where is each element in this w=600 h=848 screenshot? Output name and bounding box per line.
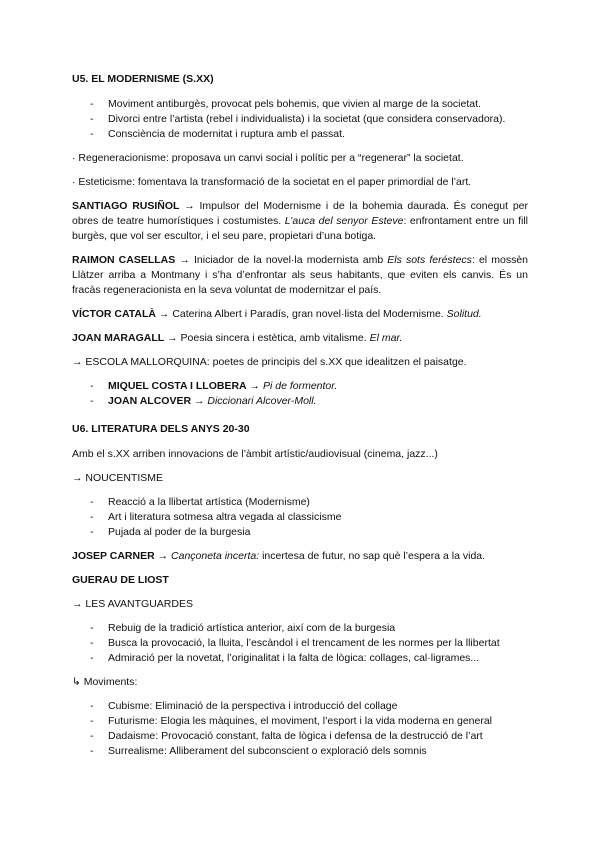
list-item: - Reacció a la llibertat artística (Modernisme) bbox=[90, 496, 310, 508]
bullet-dash: - bbox=[90, 637, 94, 649]
author-name: VÍCTOR CATALÀ bbox=[72, 308, 156, 320]
bullet-dash: - bbox=[90, 98, 94, 110]
author-name: MIQUEL COSTA I LLOBERA bbox=[108, 380, 247, 392]
bullet-dash: - bbox=[90, 715, 94, 727]
bullet-dash: - bbox=[90, 395, 94, 407]
u6-heading: U6. LITERATURA DELS ANYS 20-30 bbox=[72, 423, 250, 435]
list-item: - JOAN ALCOVER → Diccionari Alcover-Moll. bbox=[90, 395, 317, 407]
work-title: Cançoneta incerta: bbox=[171, 550, 260, 562]
work-title: Diccionari Alcover-Moll. bbox=[207, 395, 317, 407]
work-title: Els sots feréstecs bbox=[387, 254, 472, 266]
work-title: L’auca del senyor Esteve bbox=[284, 215, 404, 227]
catala-paragraph: VÍCTOR CATALÀ → Caterina Albert i Paradís, gran novel·lista del Modernisme. Solitud. bbox=[72, 308, 482, 320]
bullet-dash: - bbox=[90, 745, 94, 757]
author-name: SANTIAGO RUSIÑOL bbox=[72, 200, 180, 212]
list-item: - Pujada al poder de la burgesia bbox=[90, 526, 251, 538]
moviments-list bbox=[72, 699, 528, 759]
list-item: - Futurisme: Elogia les màquines, el moviment, l’esport i la vida moderna en general bbox=[90, 715, 493, 727]
work-title: Solitud. bbox=[446, 308, 482, 320]
bullet-dash: - bbox=[90, 496, 94, 508]
u5-intro-list bbox=[72, 97, 528, 142]
list-item: - Art i literatura sotmesa altra vegada al classicisme bbox=[90, 511, 342, 523]
bullet-dash: - bbox=[90, 113, 94, 125]
liost-heading: GUERAU DE LIOST bbox=[72, 574, 169, 586]
esteticisme-paragraph: · Esteticisme: fomentava la transformació de la societat en el paper primordial de l’art. bbox=[72, 176, 472, 188]
escola-mallorquina-paragraph: → ESCOLA MALLORQUINA: poetes de principis del s.XX que idealitzen el paisatge. bbox=[72, 356, 467, 368]
moviments-heading: ↳ Moviments: bbox=[72, 676, 138, 688]
u5-heading: U5. EL MODERNISME (S.XX) bbox=[72, 73, 214, 85]
bullet-dash: - bbox=[90, 622, 94, 634]
carner-paragraph: JOSEP CARNER → Cançoneta incerta: incertesa de futur, no sap què l’espera a la vida. bbox=[72, 550, 486, 562]
list-item: - Dadaisme: Provocació constant, falta de lògica i defensa de la destrucció de l’art bbox=[90, 730, 483, 742]
bullet-dash: - bbox=[90, 511, 94, 523]
list-item: - Consciència de modernitat i ruptura amb el passat. bbox=[90, 128, 345, 140]
rusinol-paragraph: SANTIAGO RUSIÑOL → Impulsor del Modernisme i de la bohemia daurada. És conegut per obres de teatre humorístiques i costumistes. L’auca del senyor Esteve: enfrontament entre un fill burgès, que vol ser escultor, i el seu pare, propietari d’una botiga. bbox=[72, 200, 528, 242]
author-name: JOSEP CARNER bbox=[72, 550, 155, 562]
work-title: El mar. bbox=[369, 332, 403, 344]
document-body bbox=[72, 72, 528, 759]
bullet-dash: - bbox=[90, 700, 94, 712]
author-name: JOAN ALCOVER bbox=[108, 395, 192, 407]
list-item: - Divorci entre l’artista (rebel i individualista) i la societat (que considera conservadora). bbox=[90, 113, 506, 125]
casellas-paragraph: RAIMON CASELLAS → Iniciador de la novel·la modernista amb Els sots feréstecs: el mossèn Llàtzer arriba a Montmany i s’ha d’enfrontar als seus habitants, que eviten els canvis. És un fracàs regeneracionista en la seva voluntat de modernitzar el país. bbox=[72, 254, 528, 296]
bullet-dash: - bbox=[90, 730, 94, 742]
bullet-dash: - bbox=[90, 380, 94, 392]
u6-intro-paragraph: Amb el s.XX arriben innovacions de l’àmbit artístic/audiovisual (cinema, jazz...) bbox=[72, 448, 438, 460]
bullet-dash: - bbox=[90, 128, 94, 140]
escola-mallorquina-list bbox=[72, 379, 528, 409]
noucentisme-list bbox=[72, 495, 528, 540]
list-item: - MIQUEL COSTA I LLOBERA → Pi de formentor. bbox=[90, 380, 338, 392]
maragall-paragraph: JOAN MARAGALL → Poesia sincera i estètica, amb vitalisme. El mar. bbox=[72, 332, 403, 344]
regeneracionisme-paragraph: · Regeneracionisme: proposava un canvi social i polític per a “regenerar” la societat. bbox=[72, 152, 464, 164]
author-name: RAIMON CASELLAS bbox=[72, 254, 176, 266]
bullet-dash: - bbox=[90, 652, 94, 664]
list-item: - Admiració per la novetat, l’originalitat i la falta de lògica: collages, cal·ligrames... bbox=[90, 652, 480, 664]
list-item: - Moviment antiburgès, provocat pels bohemis, que vivien al marge de la societat. bbox=[90, 98, 481, 110]
avantguardes-heading: → LES AVANTGUARDES bbox=[72, 598, 193, 610]
list-item: - Busca la provocació, la lluita, l’escàndol i el trencament de les normes per la llibertat bbox=[90, 637, 500, 649]
noucentisme-heading: → NOUCENTISME bbox=[72, 472, 164, 484]
work-title: Pi de formentor. bbox=[262, 380, 338, 392]
list-item: - Cubisme: Eliminació de la perspectiva i introducció del collage bbox=[90, 700, 398, 712]
list-item: - Surrealisme: Alliberament del subconscient o exploració dels somnis bbox=[90, 745, 427, 757]
bullet-dash: - bbox=[90, 526, 94, 538]
list-item: - Rebuig de la tradició artística anterior, així com de la burgesia bbox=[90, 622, 396, 634]
avantguardes-list bbox=[72, 621, 528, 666]
author-name: JOAN MARAGALL bbox=[72, 332, 165, 344]
